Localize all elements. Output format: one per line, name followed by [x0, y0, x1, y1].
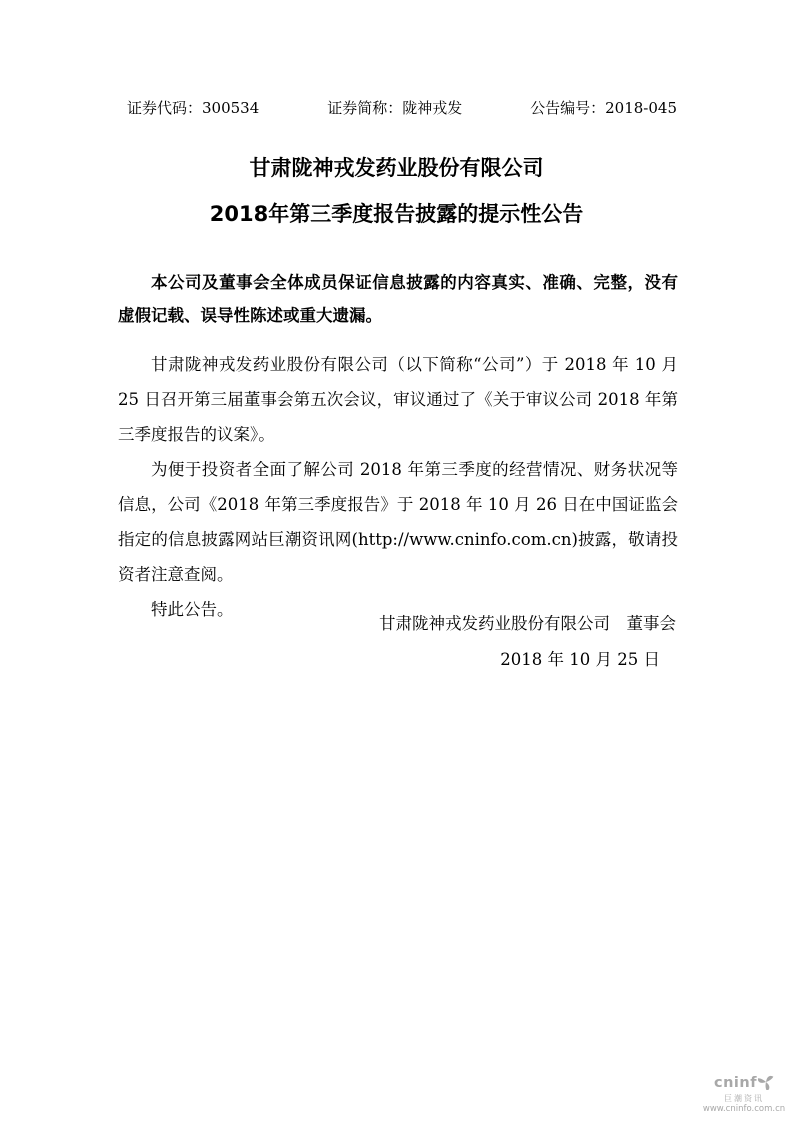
company-title: 甘肃陇神戎发药业股份有限公司 [249, 156, 544, 180]
closing-statement: 特此公告。 [151, 600, 234, 619]
body-paragraph-1: 甘肃陇神戎发药业股份有限公司（以下简称“公司”）于 2018 年 10 月 25 日召开第三届董事会第五次会议，审议通过了《关于审议公司 2018 年第三季度报告的议案》。 [118, 355, 678, 444]
cninfo-brand-row [698, 1074, 790, 1094]
announcement-title: 2018年第三季度报告披露的提示性公告 [209, 202, 584, 226]
announcement-number: 公告编号：2018-045 [530, 99, 677, 117]
stock-code: 证券代码：300534 [127, 99, 260, 117]
stock-short-name: 证券简称：陇神戎发 [327, 99, 463, 117]
document-body [118, 347, 678, 627]
signature-date: 2018 年 10 月 25 日 [500, 650, 660, 669]
body-paragraph-2: 为便于投资者全面了解公司 2018 年第三季度的经营情况、财务状况等信息，公司《2018 年第三季度报告》于 2018 年 10 月 26 日在中国证监会指定的信息披露网站巨潮资讯网(http://www.cninfo.com.cn)披露，敬请投资者注意查阅。 [118, 460, 678, 584]
cninfo-pinwheel-icon [758, 1074, 774, 1094]
cninfo-url: www.cninfo.com.cn [702, 1103, 786, 1114]
cninfo-logo-text: cninf [713, 1075, 758, 1092]
signature-company: 甘肃陇神戎发药业股份有限公司 董事会 [379, 614, 676, 633]
cninfo-brand-cn: 巨潮资讯 [724, 1093, 764, 1103]
disclaimer-paragraph: 本公司及董事会全体成员保证信息披露的内容真实、准确、完整，没有虚假记载、误导性陈述或重大遗漏。 [118, 273, 678, 325]
cninfo-watermark [698, 1074, 790, 1114]
document-header [127, 97, 677, 118]
